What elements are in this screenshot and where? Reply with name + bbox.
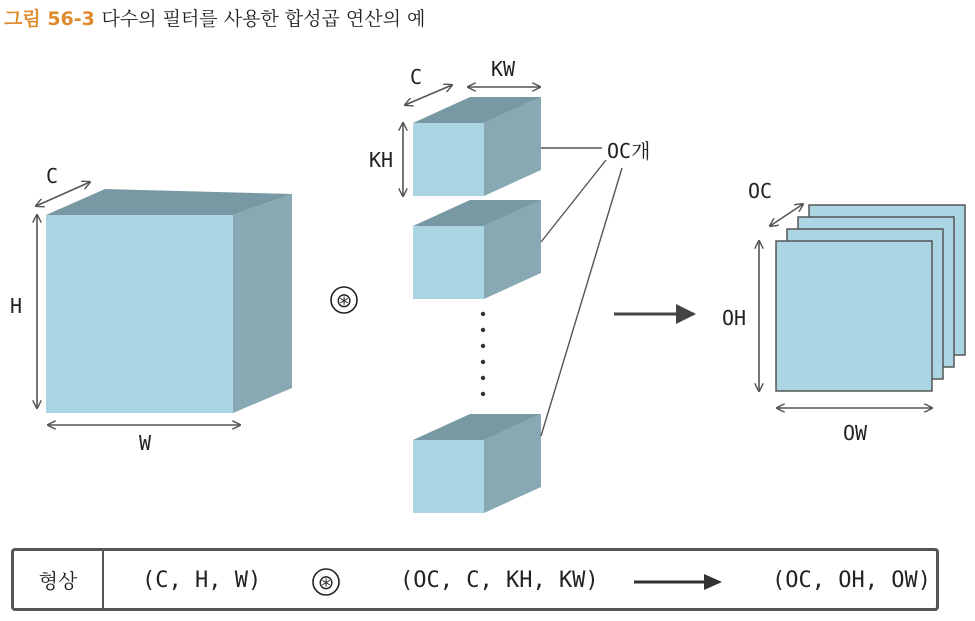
input-c-label: C bbox=[46, 164, 59, 188]
input-h-label: H bbox=[10, 294, 23, 318]
filter-count-leaders bbox=[541, 148, 622, 436]
filter-shape: (OC, C, KH, KW) bbox=[400, 568, 599, 593]
filter-cube-last bbox=[413, 414, 541, 513]
output-oc-label: OC bbox=[748, 179, 773, 203]
figure-caption: 다수의 필터를 사용한 합성곱 연산의 예 bbox=[101, 8, 426, 30]
shape-label: 형상 bbox=[14, 551, 104, 608]
figure-number: 그림 56-3 bbox=[4, 8, 95, 30]
input-cube bbox=[46, 189, 292, 413]
filter-kw-label: KW bbox=[491, 57, 516, 81]
output-shape: (OC, OH, OW) bbox=[772, 568, 931, 593]
shape-table bbox=[11, 548, 939, 611]
shape-arrow bbox=[634, 572, 724, 592]
input-cube-front bbox=[46, 215, 233, 413]
filter-c-label: C bbox=[410, 65, 423, 89]
filter-ellipsis bbox=[481, 312, 485, 396]
svg-text:⊛: ⊛ bbox=[317, 570, 335, 594]
filter-count-label: OC개 bbox=[607, 139, 651, 163]
shape-operator bbox=[310, 566, 342, 598]
svg-text:⊛: ⊛ bbox=[335, 288, 353, 312]
output-oh-label: OH bbox=[722, 306, 747, 330]
input-w-label: W bbox=[139, 431, 152, 455]
convolution-operator bbox=[331, 287, 357, 313]
filter-cube-1 bbox=[413, 97, 541, 196]
output-stack bbox=[776, 205, 965, 391]
output-ow-label: OW bbox=[843, 421, 868, 445]
filter-cube-2 bbox=[413, 200, 541, 299]
filter-kh-label: KH bbox=[369, 148, 394, 172]
shape-row bbox=[104, 551, 936, 608]
input-shape: (C, H, W) bbox=[142, 568, 262, 593]
input-cube-side bbox=[233, 194, 292, 413]
output-channel-1 bbox=[776, 241, 932, 391]
